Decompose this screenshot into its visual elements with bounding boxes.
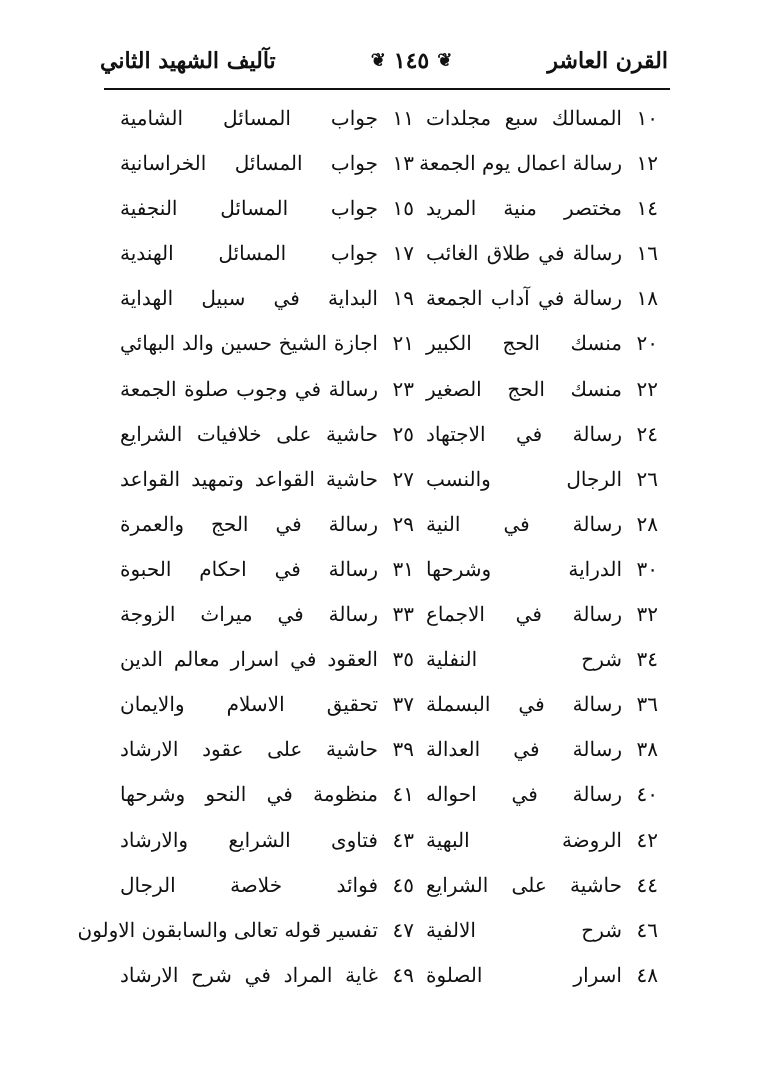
item-title: رسالة اعمال يوم الجمعة: [419, 151, 622, 176]
list-item: [118, 231, 658, 276]
item-number: ١٤: [636, 196, 658, 221]
item-number: ٣٤: [636, 647, 658, 672]
item-title: الرجال والنسب: [426, 466, 622, 491]
item-number: ٤٦: [636, 917, 658, 942]
item-title: منسك الحج الصغير: [426, 376, 622, 401]
ornament-right-icon: ❦: [437, 50, 453, 71]
item-title: شرح الالفية: [426, 917, 622, 942]
item-title: رسالة في الاجتهاد: [426, 421, 622, 446]
item-number: ٢٧: [392, 466, 414, 491]
list-item: [118, 367, 658, 412]
item-number: ١٧: [392, 241, 414, 266]
item-number: ٣٢: [636, 602, 658, 627]
item-number: ٣٨: [636, 737, 658, 762]
item-number: ٣٠: [636, 556, 658, 581]
item-number: ٤٨: [636, 962, 658, 987]
item-number: ٤٢: [636, 827, 658, 852]
item-number: ٤٤: [636, 872, 658, 897]
item-title: اسرار الصلوة: [426, 962, 622, 987]
item-number: ١١: [392, 106, 414, 130]
item-title: رسالة في العدالة: [426, 737, 622, 762]
page-number: ١٤٥: [393, 48, 430, 74]
item-title: رسالة في احكام الحبوة: [120, 556, 378, 581]
page-number-group: [371, 48, 453, 74]
list-item: [118, 727, 658, 772]
item-title: البداية في سبيل الهداية: [120, 286, 378, 311]
item-title: منظومة في النحو وشرحها: [120, 782, 378, 807]
list-item: [118, 547, 658, 592]
item-title: رسالة في طلاق الغائب: [426, 241, 622, 266]
item-title: الدراية وشرحها: [426, 556, 622, 581]
item-title: حاشية القواعد وتمهيد القواعد: [120, 466, 378, 491]
list-item: [118, 818, 658, 863]
item-title: غاية المراد في شرح الارشاد: [120, 962, 378, 987]
item-number: ٤١: [392, 782, 414, 807]
item-number: ٢٣: [392, 376, 414, 401]
item-number: ٤٥: [392, 872, 414, 897]
item-title: جواب المسائل النجفية: [120, 196, 378, 221]
item-title: رسالة في الاجماع: [426, 602, 622, 627]
item-title: رسالة في الحج والعمرة: [120, 511, 378, 536]
item-number: ١٠: [636, 106, 658, 130]
item-title: رسالة في آداب الجمعة: [426, 286, 622, 311]
item-number: ٤٧: [392, 917, 414, 942]
item-title: رسالة في وجوب صلوة الجمعة: [120, 376, 378, 401]
list-item: [118, 637, 658, 682]
item-title: المسالك سبع مجلدات: [426, 106, 622, 130]
item-title: منسك الحج الكبير: [426, 331, 622, 356]
item-title: فوائد خلاصة الرجال: [120, 872, 378, 897]
item-title: مختصر منية المريد: [426, 196, 622, 221]
item-title: فتاوى الشرايع والارشاد: [120, 827, 378, 852]
item-title: العقود في اسرار معالم الدين: [120, 647, 378, 672]
item-title: حاشية على الشرايع: [426, 872, 622, 897]
list-item: [118, 186, 658, 231]
item-title: حاشية على عقود الارشاد: [120, 737, 378, 762]
list-item: [118, 457, 658, 502]
item-number: ٢٢: [636, 376, 658, 401]
item-title: جواب المسائل الخراسانية: [120, 151, 378, 176]
item-title: اجازة الشيخ حسين والد البهائي: [120, 331, 378, 356]
list-item: [118, 321, 658, 366]
item-title: الروضة البهية: [426, 827, 622, 852]
list-item: [118, 953, 658, 998]
item-number: ١٦: [636, 241, 658, 266]
item-number: ٣٧: [392, 692, 414, 717]
item-number: ٤٠: [636, 782, 658, 807]
list-item: [118, 276, 658, 321]
item-number: ٣٩: [392, 737, 414, 762]
item-number: ٣١: [392, 556, 414, 581]
list-item: [118, 96, 658, 141]
list-item: [118, 412, 658, 457]
item-title: جواب المسائل الهندية: [120, 241, 378, 266]
item-number: ٣٥: [392, 647, 414, 672]
item-title: رسالة في احواله: [426, 782, 622, 807]
list-item: [118, 592, 658, 637]
page-header: [100, 36, 668, 86]
item-number: ٢٤: [636, 421, 658, 446]
item-number: ١٨: [636, 286, 658, 311]
item-number: ٢٠: [636, 331, 658, 356]
item-title: رسالة في ميراث الزوجة: [120, 602, 378, 627]
item-number: ٢٥: [392, 421, 414, 446]
item-number: ٢٦: [636, 466, 658, 491]
item-title: رسالة في النية: [426, 511, 622, 536]
works-list: [77, 96, 658, 998]
item-number: ٢١: [392, 331, 414, 356]
chapter-title: القرن العاشر: [547, 48, 668, 74]
item-number: ٣٣: [392, 602, 414, 627]
list-item: [118, 863, 658, 908]
item-title: شرح النفلية: [426, 647, 622, 672]
item-number: ٢٨: [636, 511, 658, 536]
item-title: جواب المسائل الشامية: [120, 106, 378, 130]
list-item: [118, 141, 658, 186]
ornament-left-icon: ❦: [370, 50, 386, 71]
list-item: [77, 908, 658, 953]
item-number: ٤٩: [392, 962, 414, 987]
item-number: ١٥: [392, 196, 414, 221]
item-title: رسالة في البسملة: [426, 692, 622, 717]
item-number: ١٢: [636, 151, 658, 176]
item-title: تفسير قوله تعالى والسابقون الاولون: [77, 917, 378, 942]
item-title: تحقيق الاسلام والايمان: [120, 692, 378, 717]
item-title: حاشية على خلافيات الشرايع: [120, 421, 378, 446]
item-number: ٣٦: [636, 692, 658, 717]
item-number: ١٣: [392, 151, 414, 176]
item-number: ٢٩: [392, 511, 414, 536]
list-item: [118, 772, 658, 817]
header-rule: [104, 88, 670, 90]
item-number: ٤٣: [392, 827, 414, 852]
item-number: ١٩: [392, 286, 414, 311]
running-title: تآليف الشهيد الثاني: [100, 48, 276, 74]
list-item: [118, 502, 658, 547]
list-item: [118, 682, 658, 727]
